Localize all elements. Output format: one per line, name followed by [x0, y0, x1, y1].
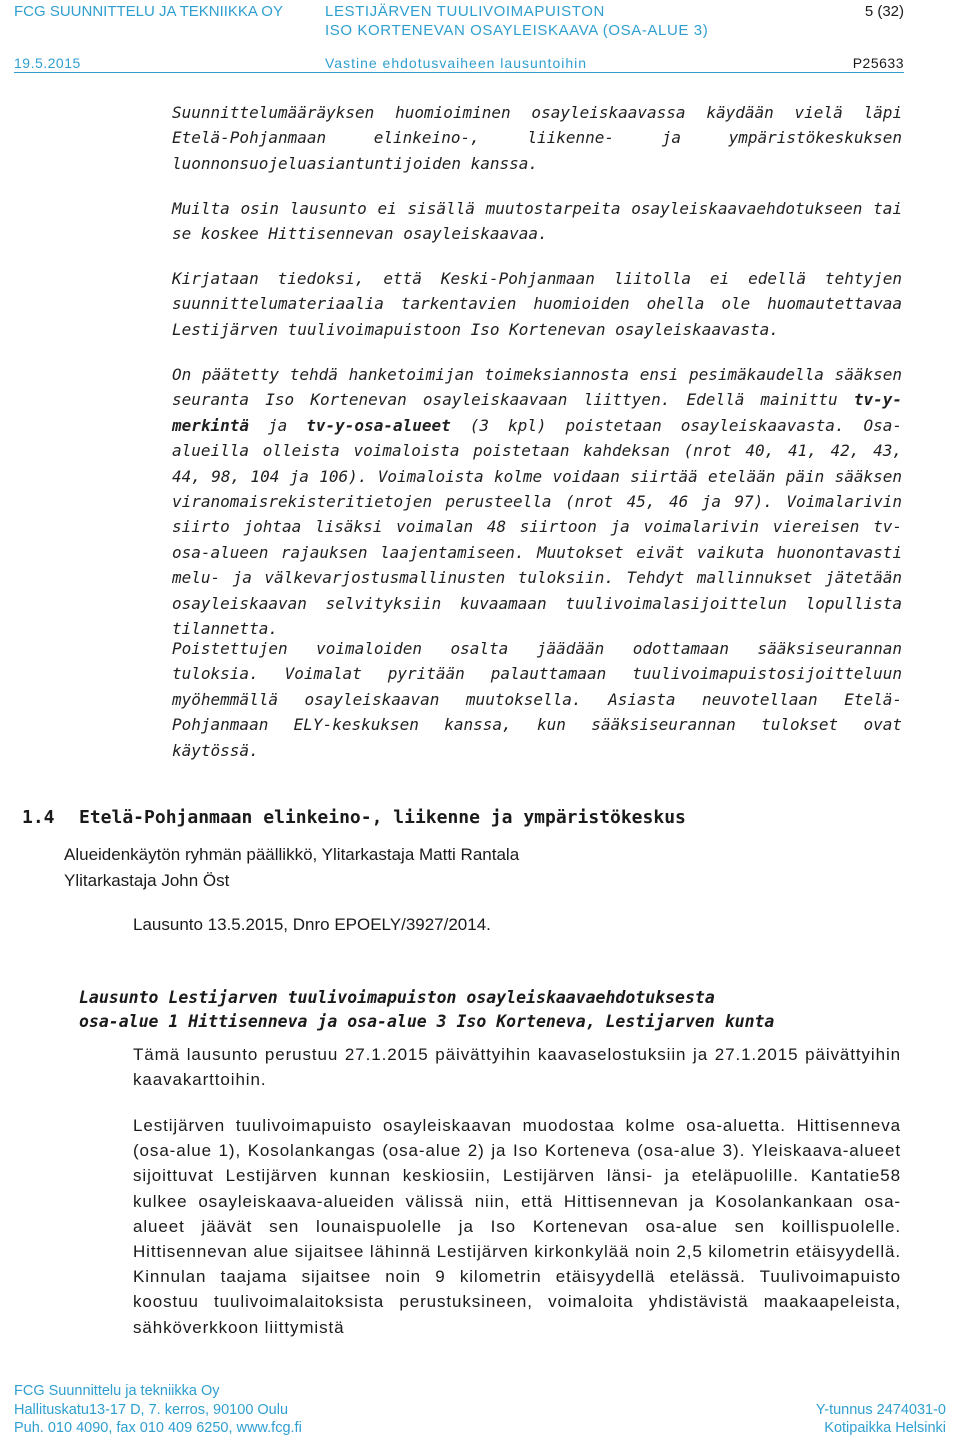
section-title: Etelä-Pohjanmaan elinkeino-, liikenne ja ympäristökeskus: [79, 807, 686, 828]
paragraph-5: Poistettujen voimaloiden osalta jäädään odottamaan sääksiseurannan tuloksia. Voimalat pyritään palauttamaan tuulivoimapuistosijoitteluun myöhemmällä osayleiskaavan muutoksella. Asiasta neuvotellaan Etelä-Pohjanmaan ELY-keskuksen kanssa, kun sääksiseurannan tulokset ovat käytössä.: [172, 639, 902, 760]
p4-bold-1: tv-y-merkintä: [172, 390, 902, 435]
signer-1: Alueidenkäytön ryhmän päällikkö, Ylitarkastaja Matti Rantala: [64, 845, 520, 864]
header-divider: [14, 72, 904, 73]
statement-heading-1: Lausunto Lestijarven tuulivoimapuiston osayleiskaavaehdotuksesta: [79, 988, 715, 1007]
paragraph-1: Suunnittelumääräyksen huomioiminen osayleiskaavassa käydään vielä läpi Etelä-Pohjanmaan elinkeino-, liikenne- ja ympäristökeskuksen luonnonsuojeluasiantuntijoiden kanssa.: [172, 103, 902, 173]
footer-address: Hallituskatu13-17 D, 7. kerros, 90100 Oulu: [14, 1402, 289, 1418]
footer-contact: Puh. 010 4090, fax 010 409 6250, www.fcg.fi: [14, 1420, 302, 1436]
footer-company: FCG Suunnittelu ja tekniikka Oy: [14, 1383, 220, 1399]
statement-heading-2: osa-alue 1 Hittisenneva ja osa-alue 3 Iso Korteneva, Lestijarven kunta: [79, 1012, 775, 1031]
header-company: FCG SUUNNITTELU JA TEKNIIKKA OY: [14, 3, 283, 20]
header-project-line1: LESTIJÄRVEN TUULIVOIMAPUISTON: [325, 3, 605, 20]
header-doc-title: Vastine ehdotusvaiheen lausuntoihin: [325, 55, 588, 71]
header-project-line2: ISO KORTENEVAN OSAYLEISKAAVA (OSA-ALUE 3): [325, 22, 709, 39]
footer-domicile: Kotipaikka Helsinki: [824, 1420, 946, 1436]
header-project-code: P25633: [852, 55, 904, 71]
header-date: 19.5.2015: [14, 55, 81, 71]
page-number: 5 (32): [864, 3, 904, 20]
paragraph-2: Muilta osin lausunto ei sisällä muutostarpeita osayleiskaavaehdotukseen tai se koskee Hittisennevan osayleiskaavaa.: [172, 199, 902, 244]
paragraph-4: [172, 362, 902, 641]
p4-text-d: (3 kpl) poistetaan osayleiskaavasta. Osa-alueilla olleista voimaloista poistetaan kahdeksan (nrot 40, 41, 42, 43, 44, 98, 104 ja 106). Voimaloista kolme voidaan siirtää etelään päin sääksen viranomaisrekisteritietojen perusteella (nrot 45, 46 ja 97). Voimalarivin siirto johtaa lisäksi voimalan 48 siirtoon ja voimalarivin viereisen tv-osa-alueen rajauksen laajentamiseen. Muutokset eivät vaikuta huonontavasti melu- ja välkevarjostusmallinusten tuloksiin. Tehdyt mallinnukset jätetään osayleiskaavan selvityksiin kuvaamaan tuulivoimalasijoittelun lopullista tilannetta.: [172, 415, 903, 639]
p4-text-c: ja: [249, 415, 307, 435]
statement-reference: Lausunto 13.5.2015, Dnro EPOELY/3927/2014.: [133, 915, 491, 934]
signer-2: Ylitarkastaja John Öst: [64, 871, 230, 890]
p4-text-a: On päätetty tehdä hanketoimijan toimeksiannosta ensi pesimäkaudella sääksen seuranta Iso Kortenevan osayleiskaavaan liittyen. Edellä mainittu: [172, 365, 902, 410]
p4-bold-2: tv-y-osa-alueet: [306, 415, 451, 435]
statement-body-1: Tämä lausunto perustuu 27.1.2015 päivättyihin kaavaselostuksiin ja 27.1.2015 päivättyihin kaavakarttoihin.: [133, 1045, 901, 1090]
statement-body-2: Lestijärven tuulivoimapuisto osayleiskaavan muodostaa kolme osa-aluetta. Hittisenneva (osa-alue 1), Kosolankangas (osa-alue 2) ja Iso Korteneva (osa-alue 3). Yleiskaava-alueet sijoittuvat Lestijärven kunnan keskiosiin, Lestijärven länsi- ja eteläpuolille. Kantatie58 kulkee osayleiskaava-alueiden välissä niin, että Hittisennevan ja Kosolankankaan osa-alueet jäävät sen lounaispuolelle ja Iso Kortenevan osa-alue sen koillispuolelle. Hittisennevan alue sijaitsee lähinnä Lestijärven kirkonkylää noin 2,5 kilometrin etäisyydellä. Kinnulan taajama sijaitsee noin 9 kilometrin etäisyydellä etelässä. Tuulivoimapuisto koostuu tuulivoimalaitoksista perustuksineen, voimaloita yhdistävistä maakaapeleista, sähköverkkoon liittymistä: [133, 1116, 901, 1337]
footer-business-id: Y-tunnus 2474031-0: [815, 1402, 946, 1418]
section-number: 1.4: [22, 807, 55, 828]
paragraph-3: Kirjataan tiedoksi, että Keski-Pohjanmaan liitolla ei edellä tehtyjen suunnittelumateriaalia tarkentavien huomioiden ohella ole huomautettavaa Lestijärven tuulivoimapuistoon Iso Kortenevan osayleiskaavasta.: [172, 269, 902, 339]
